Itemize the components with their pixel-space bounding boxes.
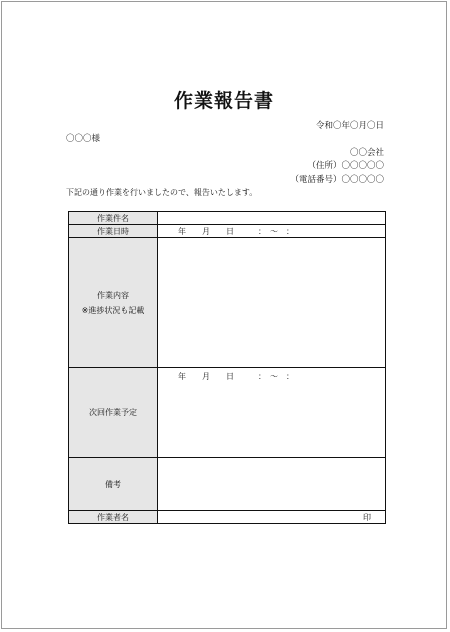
table-row [69,238,386,368]
table-row [69,458,386,511]
work-content-field[interactable] [158,238,386,368]
next-work-date-template: 年 月 日 ： 〜 ： [178,372,294,381]
seal-label: 印 [363,512,371,522]
company-phone: （電話番号）〇〇〇〇〇 [290,175,384,185]
document-title: 作業報告書 [173,90,274,112]
worker-name-field[interactable] [158,511,386,524]
report-date: 令和〇年〇月〇日 [315,121,384,131]
next-work-label: 次回作業予定 [69,368,158,458]
next-work-field[interactable] [158,368,386,458]
notes-label: 備考 [69,458,158,511]
work-name-label: 作業件名 [69,212,158,225]
company-name: 〇〇会社 [349,148,384,158]
intro-text: 下記の通り作業を行いましたので、報告いたします。 [66,188,258,197]
document-page [1,1,447,629]
table-row [69,511,386,524]
work-name-field[interactable] [158,212,386,225]
table-row [69,212,386,225]
work-content-label-text: 作業内容 [97,290,129,300]
work-date-template: 年 月 日 ： 〜 ： [178,226,294,236]
work-content-note: ※進捗状況も記載 [81,305,145,315]
recipient-name: 〇〇〇様 [66,134,101,144]
table-row [69,368,386,458]
work-content-label [69,238,158,368]
report-table [68,211,386,524]
table-row [69,225,386,238]
work-date-label: 作業日時 [69,225,158,238]
company-address: （住所）〇〇〇〇〇 [307,161,384,171]
work-date-field[interactable] [158,225,386,238]
worker-name-label: 作業者名 [69,511,158,524]
notes-field[interactable] [158,458,386,511]
